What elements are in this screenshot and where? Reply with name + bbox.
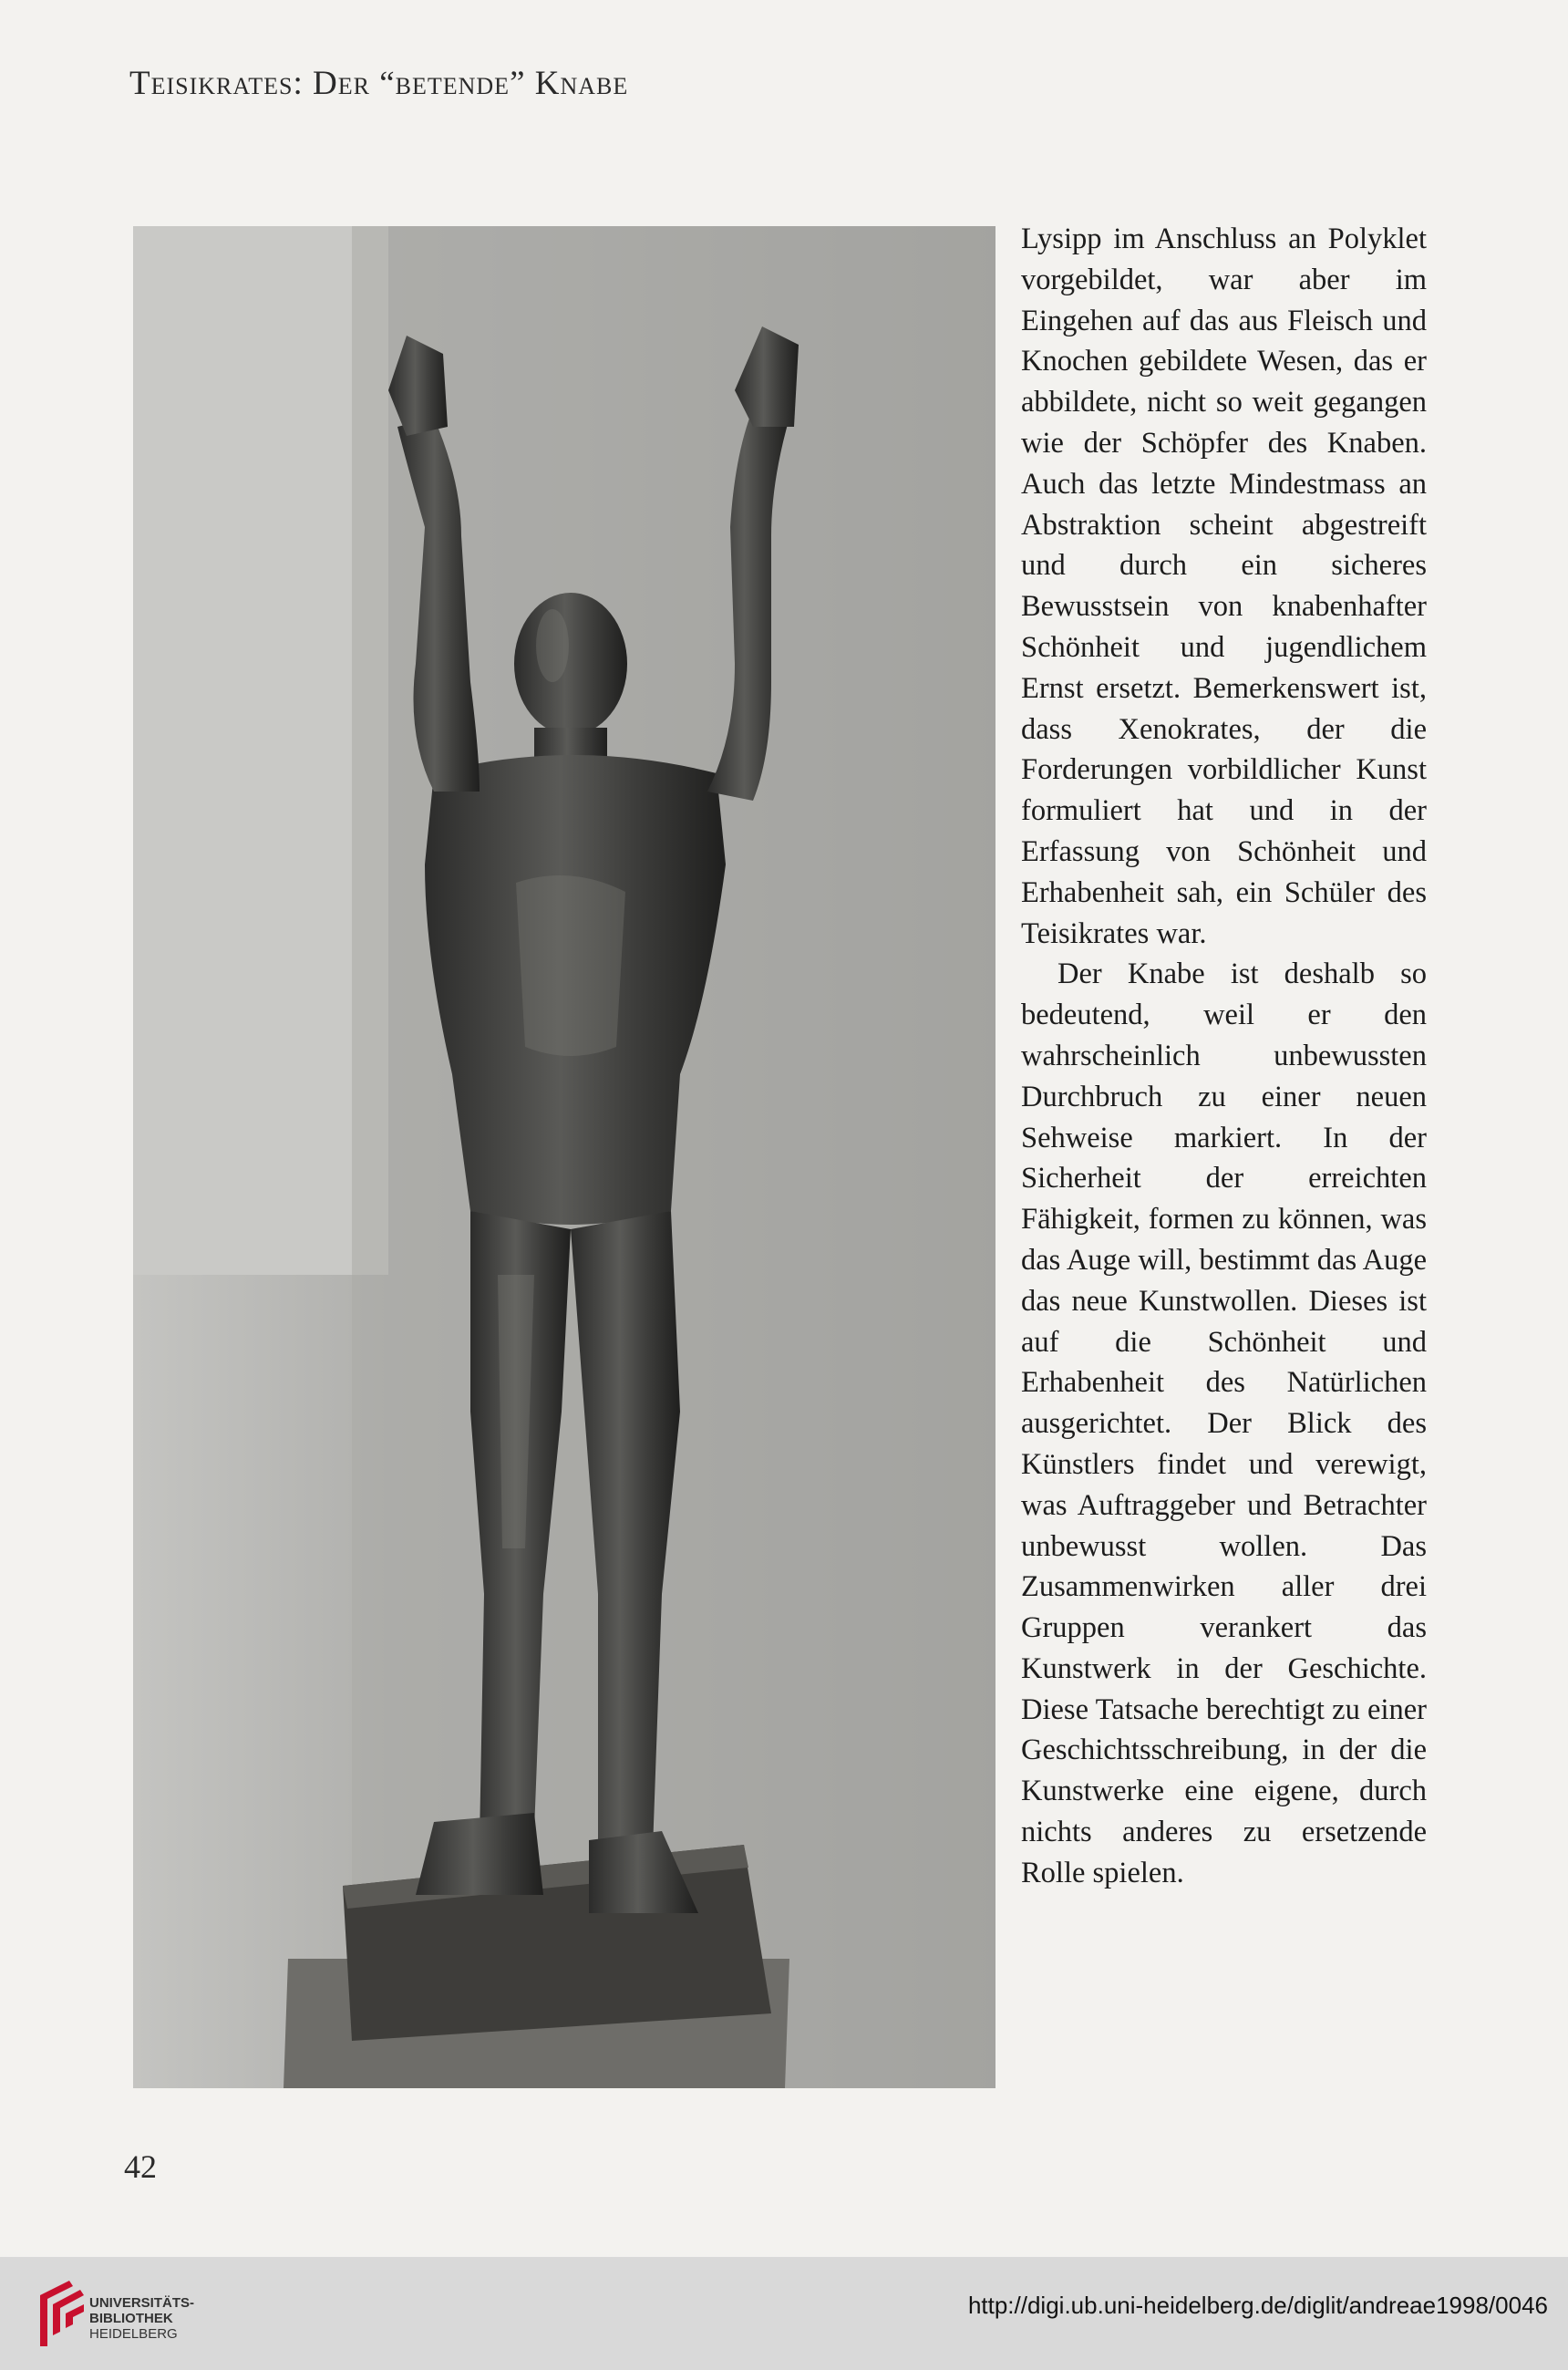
running-title: Teisikrates: Der “betende” Knabe — [129, 65, 629, 102]
source-url-link[interactable]: http://digi.ub.uni-heidelberg.de/diglit/andreae1998/0046 — [967, 2292, 1548, 2319]
paragraph: Der Knabe ist deshalb so bedeutend, weil er den wahrscheinlich unbewussten Durchbruch zu einer neuen Sehweise markiert. In der Sicherheit der erreichten Fähigkeit, formen zu können, was das Auge will, bestimmt das Auge das neue Kunstwollen. Dieses ist auf die Schönheit und Erhabenheit des Natürlichen ausgerichtet. Der Blick des Künstlers findet und verewigt, was Auftraggeber und Betrachter unbewusst wollen. Das Zusammenwirken aller drei Gruppen verankert das Kunstwerk in der Geschichte. Diese Tatsache berechtigt zu einer Geschichtsschreibung, in der die Kunstwerke eine eigene, durch nichts anderes zu ersetzende Rolle spielen. — [1021, 957, 1427, 1889]
library-name: UNIVERSITÄTS- BIBLIOTHEK HEIDELBERG — [89, 2295, 195, 2342]
paragraph: Lysipp im Anschluss an Polyklet vorgebildet, war aber im Eingehen auf das aus Fleisch und Knochen gebildete Wesen, das er abbildete, nicht so weit gegangen wie der Schöpfer des Knaben. Auch das letzte Mindestmass an Abstraktion scheint abgestreift und durch ein sicheres Bewusstsein von knabenhafter Schönheit und jugendlichem Ernst ersetzt. Bemerkenswert ist, dass Xenokrates, der die Forderungen vorbildlicher Kunst formuliert hat und in der Erfassung von Schönheit und Erhabenheit sah, ein Schüler des Teisikrates war. — [1021, 223, 1427, 950]
footer-bar — [0, 2257, 1568, 2370]
body-text — [1021, 219, 1427, 1894]
statue-photo — [133, 226, 995, 2088]
page-number: 42 — [124, 2148, 157, 2185]
ub-heidelberg-logo-icon — [36, 2277, 88, 2348]
bronze-statue-icon — [133, 226, 995, 2088]
